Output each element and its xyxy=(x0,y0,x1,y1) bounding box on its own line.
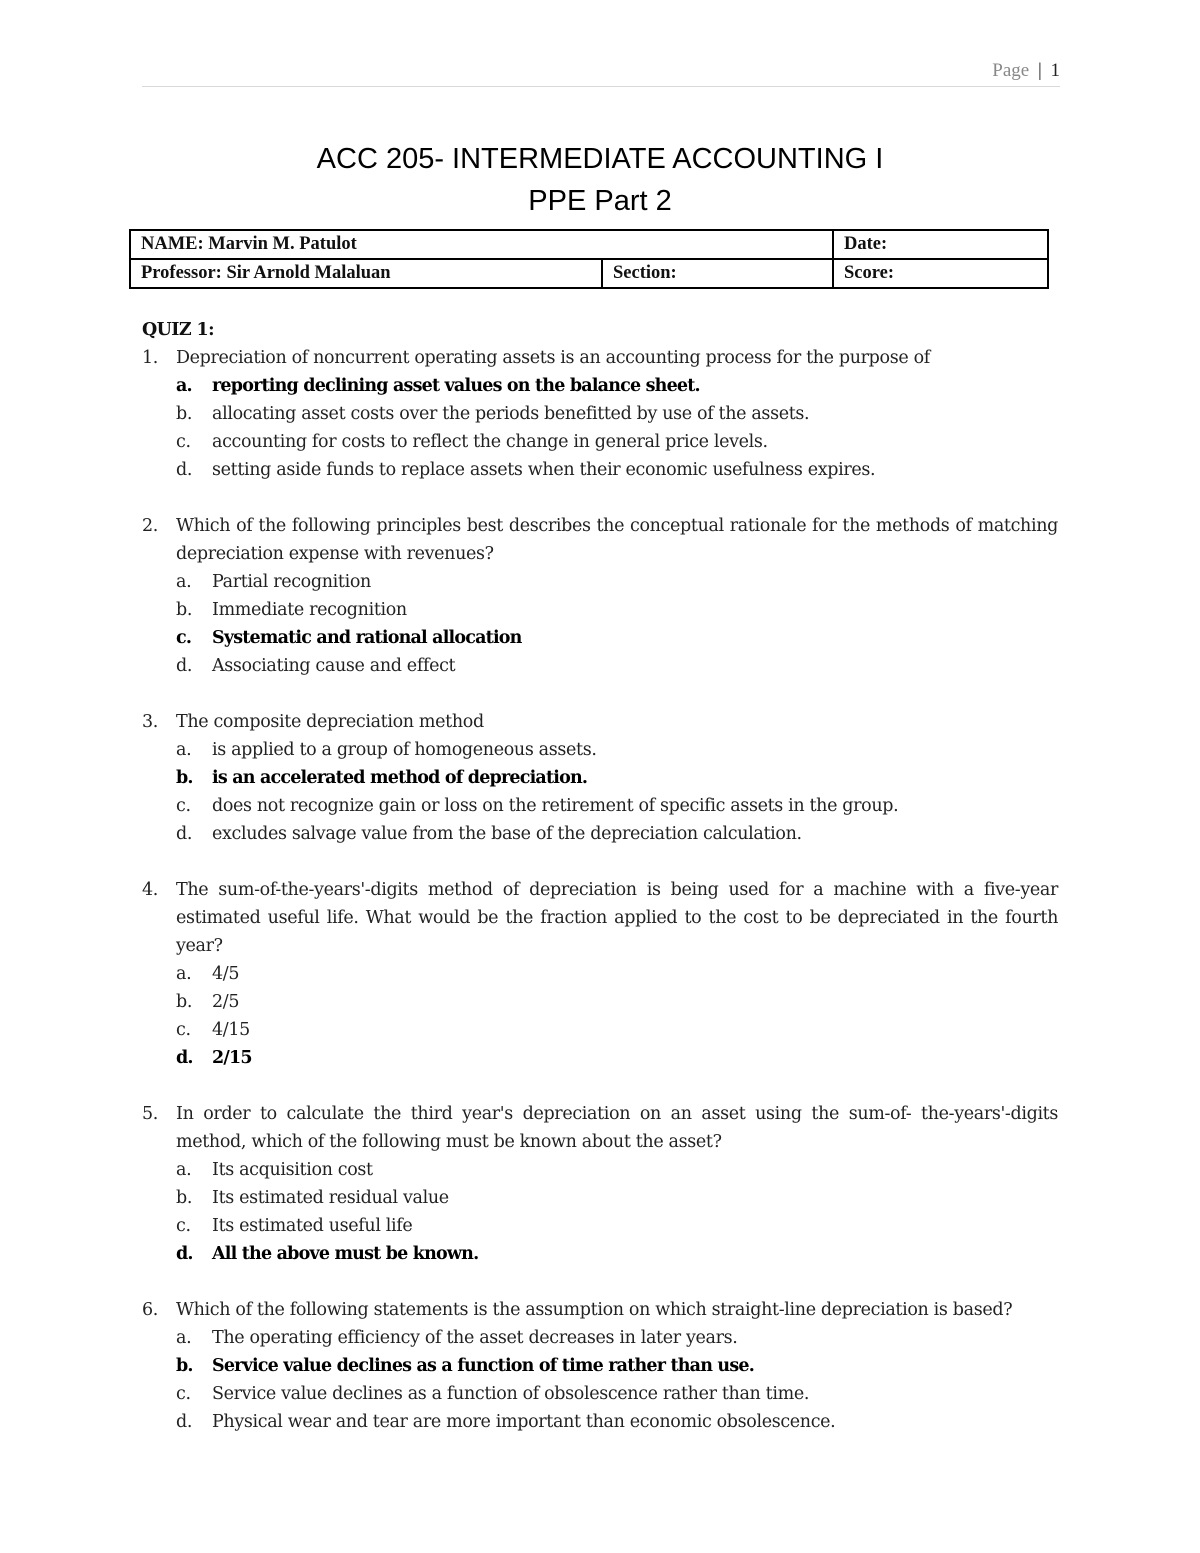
option-letter: b. xyxy=(176,1188,193,1208)
section-cell: Section: xyxy=(602,259,833,288)
option-letter: a. xyxy=(176,740,192,760)
student-info-table xyxy=(129,229,1049,289)
option-letter: d. xyxy=(176,1048,193,1068)
option-text: Systematic and rational allocation xyxy=(212,628,522,648)
answer-option xyxy=(142,400,1058,428)
question-text: Which of the following principles best describes the conceptual rationale for the methods of matching depreciation expense with revenues? xyxy=(176,516,1058,564)
option-text: 4/5 xyxy=(212,964,240,984)
answer-option xyxy=(142,820,1058,848)
option-text: reporting declining asset values on the balance sheet. xyxy=(212,376,700,396)
answer-option-correct xyxy=(142,1240,1058,1268)
quiz-title: QUIZ 1: xyxy=(142,320,214,340)
score-cell: Score: xyxy=(833,259,1048,288)
question-text: Depreciation of noncurrent operating assets is an accounting process for the purpose of xyxy=(176,348,930,368)
question-text: Which of the following statements is the assumption on which straight-line depreciation is based? xyxy=(176,1300,1013,1320)
answer-option xyxy=(142,568,1058,596)
option-text: Immediate recognition xyxy=(212,600,407,620)
question-item xyxy=(142,344,1058,484)
answer-option xyxy=(142,988,1058,1016)
option-letter: d. xyxy=(176,1244,193,1264)
question-line xyxy=(142,512,1058,568)
answer-option xyxy=(142,596,1058,624)
option-text: Its estimated useful life xyxy=(212,1216,413,1236)
answer-option xyxy=(142,1016,1058,1044)
option-letter: c. xyxy=(176,1216,191,1236)
header-divider xyxy=(142,86,1060,87)
answer-option xyxy=(142,1324,1058,1352)
option-letter: a. xyxy=(176,1160,192,1180)
answer-option-correct xyxy=(142,1352,1058,1380)
option-letter: a. xyxy=(176,376,192,396)
question-text: In order to calculate the third year's depreciation on an asset using the sum-of- the-years'-digits method, which of the following must be known about the asset? xyxy=(176,1104,1058,1152)
option-text: Associating cause and effect xyxy=(212,656,456,676)
answer-option xyxy=(142,428,1058,456)
option-letter: b. xyxy=(176,992,193,1012)
option-text: Its estimated residual value xyxy=(212,1188,449,1208)
question-item xyxy=(142,1296,1058,1436)
option-text: does not recognize gain or loss on the retirement of specific assets in the group. xyxy=(212,796,899,816)
question-number: 5. xyxy=(142,1104,158,1124)
question-line xyxy=(142,876,1058,960)
info-row-2 xyxy=(130,259,1048,288)
option-text: setting aside funds to replace assets when their economic usefulness expires. xyxy=(212,460,876,480)
option-text: is applied to a group of homogeneous assets. xyxy=(212,740,597,760)
option-text: Physical wear and tear are more important than economic obsolescence. xyxy=(212,1412,836,1432)
option-text: All the above must be known. xyxy=(212,1244,479,1264)
question-line xyxy=(142,708,1058,736)
option-letter: a. xyxy=(176,572,192,592)
option-text: Service value declines as a function of obsolescence rather than time. xyxy=(212,1384,810,1404)
option-text: accounting for costs to reflect the change in general price levels. xyxy=(212,432,768,452)
question-number: 6. xyxy=(142,1300,158,1320)
document-subtitle: PPE Part 2 xyxy=(528,185,672,217)
option-text: allocating asset costs over the periods benefitted by use of the assets. xyxy=(212,404,810,424)
student-name-cell: NAME: Marvin M. Patulot xyxy=(130,230,833,259)
option-letter: b. xyxy=(176,1356,193,1376)
option-letter: c. xyxy=(176,1020,191,1040)
option-text: The operating efficiency of the asset decreases in later years. xyxy=(212,1328,738,1348)
option-letter: d. xyxy=(176,460,193,480)
option-letter: a. xyxy=(176,964,192,984)
answer-option xyxy=(142,1184,1058,1212)
quiz-section xyxy=(142,316,1058,1464)
option-letter: a. xyxy=(176,1328,192,1348)
page-number: 1 xyxy=(1050,60,1060,81)
answer-option xyxy=(142,652,1058,680)
answer-option xyxy=(142,456,1058,484)
answer-option-correct xyxy=(142,1044,1058,1072)
option-letter: d. xyxy=(176,1412,193,1432)
answer-option xyxy=(142,960,1058,988)
question-number: 2. xyxy=(142,516,158,536)
answer-option xyxy=(142,1380,1058,1408)
answer-option xyxy=(142,1408,1058,1436)
answer-option xyxy=(142,1212,1058,1240)
option-text: is an accelerated method of depreciation. xyxy=(212,768,588,788)
page-separator: | xyxy=(1037,60,1042,81)
option-letter: c. xyxy=(176,1384,191,1404)
answer-option xyxy=(142,736,1058,764)
question-item xyxy=(142,512,1058,680)
question-number: 4. xyxy=(142,880,158,900)
page-label: Page xyxy=(992,60,1030,81)
option-letter: c. xyxy=(176,628,192,648)
page-header xyxy=(142,60,1060,82)
answer-option-correct xyxy=(142,764,1058,792)
question-item xyxy=(142,1100,1058,1268)
option-letter: b. xyxy=(176,768,193,788)
option-letter: b. xyxy=(176,600,193,620)
option-letter: b. xyxy=(176,404,193,424)
answer-option-correct xyxy=(142,624,1058,652)
question-text: The composite depreciation method xyxy=(176,712,484,732)
option-text: 2/15 xyxy=(212,1048,252,1068)
option-text: 4/15 xyxy=(212,1020,250,1040)
option-text: excludes salvage value from the base of the depreciation calculation. xyxy=(212,824,802,844)
question-item xyxy=(142,708,1058,848)
option-letter: c. xyxy=(176,432,191,452)
question-line xyxy=(142,344,1058,372)
answer-option xyxy=(142,792,1058,820)
option-letter: d. xyxy=(176,824,193,844)
professor-cell: Professor: Sir Arnold Malaluan xyxy=(130,259,602,288)
question-line xyxy=(142,1100,1058,1156)
option-letter: c. xyxy=(176,796,191,816)
option-text: Its acquisition cost xyxy=(212,1160,373,1180)
answer-option-correct xyxy=(142,372,1058,400)
question-number: 1. xyxy=(142,348,158,368)
option-letter: d. xyxy=(176,656,193,676)
option-text: Service value declines as a function of time rather than use. xyxy=(212,1356,755,1376)
question-line xyxy=(142,1296,1058,1324)
question-text: The sum-of-the-years'-digits method of depreciation is being used for a machine with a five-year estimated useful life. What would be the fraction applied to the cost to be depreciated in the fourth year? xyxy=(176,880,1058,956)
question-list xyxy=(142,344,1058,1436)
date-cell: Date: xyxy=(833,230,1048,259)
answer-option xyxy=(142,1156,1058,1184)
course-title: ACC 205- INTERMEDIATE ACCOUNTING I xyxy=(316,143,884,175)
question-item xyxy=(142,876,1058,1072)
option-text: Partial recognition xyxy=(212,572,371,592)
info-row-1 xyxy=(130,230,1048,259)
option-text: 2/5 xyxy=(212,992,240,1012)
question-number: 3. xyxy=(142,712,158,732)
